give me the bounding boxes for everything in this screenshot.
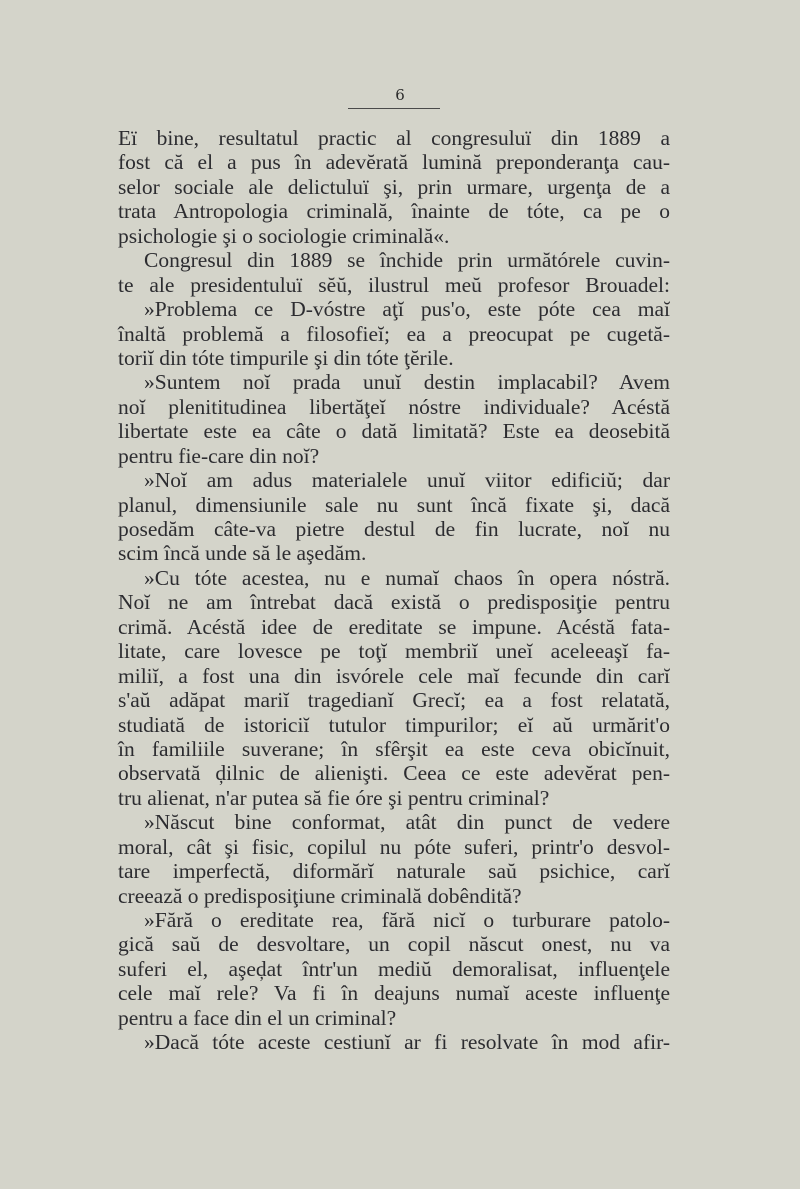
body-text (118, 126, 670, 1055)
text-line: moral, cât şi fisic, copilul nu póte suferi, printr'o desvol- (118, 834, 670, 859)
text-line: litate, care lovesce pe toţĭ membriĭ uneĭ aceleeaşĭ fa- (118, 639, 670, 664)
text-line: »Fără o ereditate rea, fără nicĭ o turburare patolo- (144, 908, 670, 932)
text-line: cele maĭ rele? Va fi în deajuns numaĭ aceste influenţe (118, 981, 670, 1006)
text-line: planul, dimensiunile sale nu sunt încă fixate şi, dacă (118, 492, 670, 517)
text-line: »Problema ce D-vóstre aţĭ pus'o, este póte cea maĭ (144, 297, 670, 322)
text-line: pentru fie-care din noĭ? (118, 443, 320, 468)
text-line: în familiile suverane; în sfêrşit ea este ceva obicĭnuit, (118, 736, 670, 761)
text-line: tru alienat, n'ar putea să fie óre şi pentru criminal? (118, 785, 550, 810)
text-line: trata Antropologia criminală, înainte de tóte, ca pe o (118, 199, 670, 224)
text-line: gică saŭ de desvoltare, un copil născut onest, nu va (118, 932, 670, 957)
text-line: crimă. Acéstă idee de ereditate se impune. Acéstă fata- (118, 614, 670, 639)
text-line: noĭ plenititudinea libertăţeĭ nóstre individuale? Acéstă (118, 394, 670, 419)
text-line: observată ḑilnic de alienişti. Ceea ce este adevĕrat pen- (118, 761, 670, 786)
text-line: »Cu tóte acestea, nu e numaĭ chaos în opera nóstră. (144, 565, 670, 590)
text-line: selor sociale ale delictuluï şi, prin urmare, urgenţa de a (118, 174, 670, 199)
text-line: scim încă unde să le aşedăm. (118, 541, 367, 566)
text-line: suferi el, aşeḑat într'un mediŭ demoralisat, influenţele (118, 956, 670, 981)
text-line: înaltă problemă a filosofieĭ; ea a preocupat pe cugetă- (118, 321, 670, 346)
text-line: miliĭ, a fost una din isvórele cele maĭ fecunde din carĭ (118, 663, 670, 688)
text-line: Noĭ ne am întrebat dacă există o predisposiţie pentru (118, 590, 670, 615)
text-line: Eï bine, resultatul practic al congresuluï din 1889 a (118, 126, 670, 150)
text-line: te ale presidentuluï sĕŭ, ilustrul meŭ profesor Brouadel: (118, 272, 670, 297)
page-number: 6 (395, 86, 405, 104)
text-line: »Noĭ am adus materialele unuĭ viitor edificiŭ; dar (144, 468, 670, 493)
text-line: »Suntem noĭ prada unuĭ destin implacabil? Avem (144, 370, 670, 395)
text-line: Congresul din 1889 se închide prin următórele cuvin- (144, 248, 670, 273)
text-line: fost că el a pus în adevĕrată lumină preponderanţa cau- (118, 150, 670, 175)
header-rule (348, 108, 440, 109)
text-line: tare imperfectă, diformărĭ naturale saŭ psichice, carĭ (118, 859, 670, 884)
text-line: psichologie şi o sociologie criminală«. (118, 223, 450, 248)
text-line: s'aŭ adăpat mariĭ tragedianĭ Grecĭ; ea a fost relatată, (118, 688, 670, 713)
text-line: »Dacă tóte aceste cestiunĭ ar fi resolvate în mod afir- (144, 1030, 670, 1055)
text-line: creează o predisposiţiune criminală dobêndită? (118, 883, 522, 908)
text-line: posedăm câte-va pietre destul de fin lucrate, noĭ nu (118, 517, 670, 541)
text-line: »Născut bine conformat, atât din punct de vedere (144, 810, 670, 835)
text-line: toriĭ din tóte timpurile şi din tóte ţĕrile. (118, 345, 454, 370)
text-line: studiată de istoriciĭ tutulor timpurilor; eĭ aŭ urmărit'o (118, 712, 670, 737)
text-line: pentru a face din el un criminal? (118, 1005, 397, 1030)
text-line: libertate este ea câte o dată limitată? Este ea deosebită (118, 419, 670, 444)
